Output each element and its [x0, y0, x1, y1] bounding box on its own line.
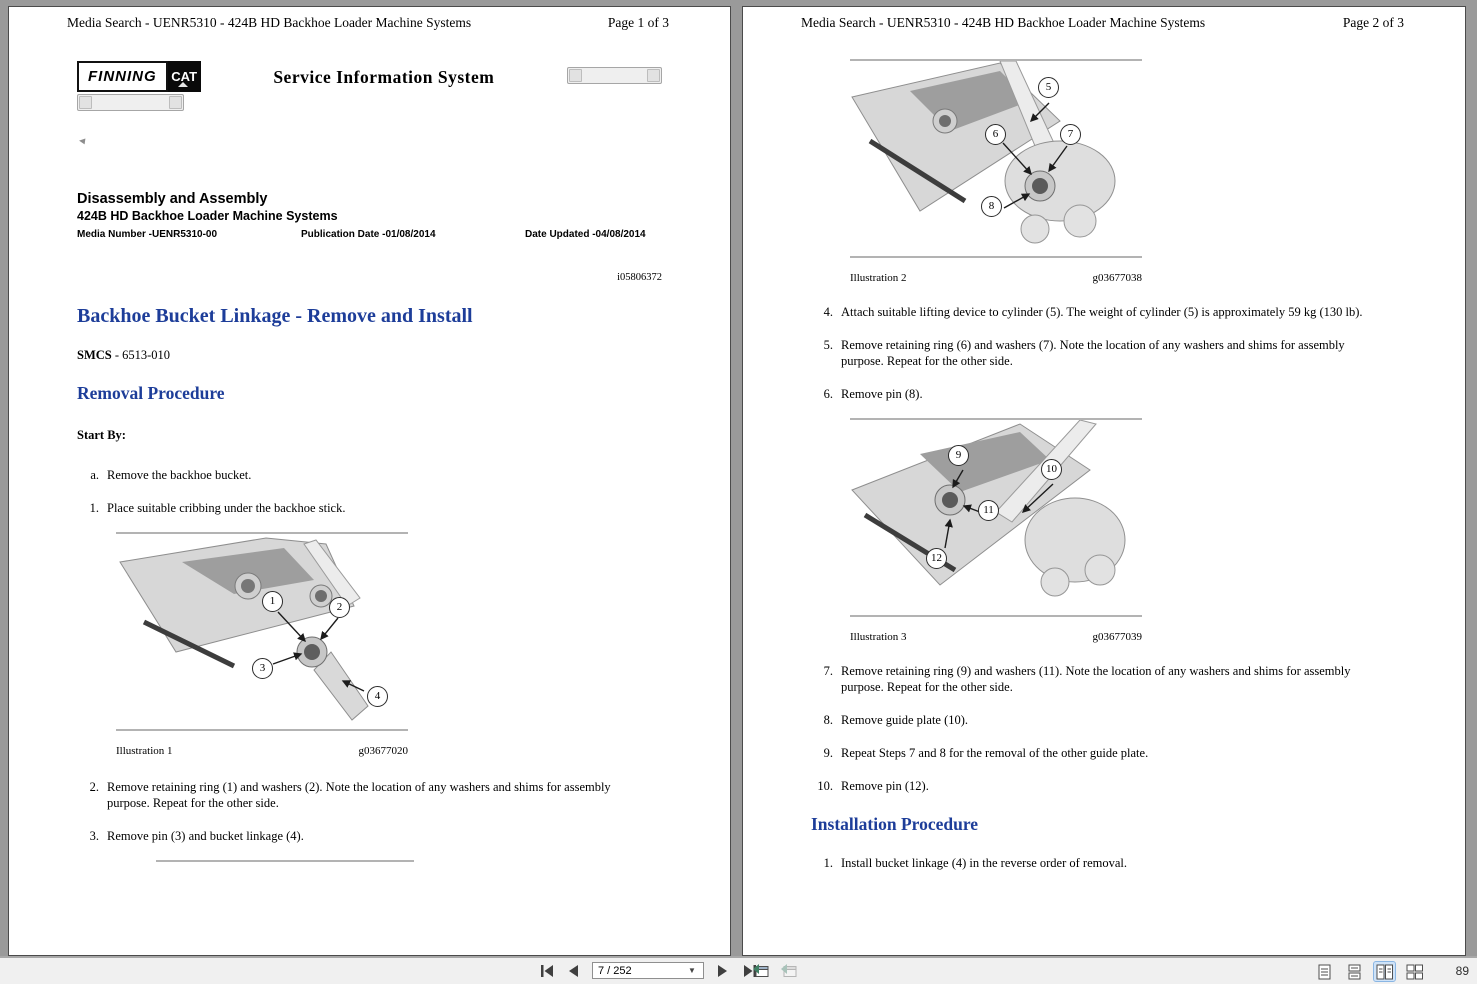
illustration-2	[850, 59, 1142, 284]
chevron-down-icon[interactable]: ▼	[688, 966, 696, 975]
installation-procedure-heading: Installation Procedure	[811, 814, 979, 834]
divider	[156, 860, 414, 862]
step-marker: 6.	[823, 387, 833, 401]
divider	[850, 256, 1142, 258]
illustration-1-image	[116, 534, 408, 729]
manual-title: 424B HD Backhoe Loader Machine Systems	[77, 209, 338, 223]
finning-cat-logo	[77, 61, 201, 92]
manual-section: Disassembly and Assembly	[77, 191, 268, 207]
pointer-icon: ◄	[76, 135, 88, 148]
media-number: Media Number -UENR5310-00	[77, 229, 218, 240]
step-text: Remove pin (3) and bucket linkage (4).	[107, 829, 304, 843]
procedure-step	[77, 500, 662, 516]
page-header	[743, 7, 1465, 31]
step-marker: 4.	[823, 305, 833, 319]
viewer-toolbar	[0, 956, 1477, 984]
callout-circle: 12	[926, 548, 947, 569]
illustration-code: g03677038	[1092, 272, 1142, 284]
previous-page-button[interactable]	[565, 962, 583, 979]
page-number-combobox[interactable]	[592, 962, 704, 979]
next-page-button[interactable]	[713, 962, 731, 979]
page-layout-buttons	[1314, 962, 1425, 981]
cat-logo: CAT	[168, 61, 201, 92]
step-marker: 9.	[823, 746, 833, 760]
page-header-title: Media Search - UENR5310 - 424B HD Backhoe Loader Machine Systems	[67, 15, 472, 30]
page-number-label: Page 2 of 3	[1342, 15, 1404, 30]
procedure-step	[811, 778, 1397, 794]
sis-title: Service Information System	[273, 67, 495, 87]
illustration-code: g03677039	[1092, 631, 1142, 643]
page-number-label: Page 1 of 3	[607, 15, 669, 30]
illustration-2-image	[850, 61, 1142, 256]
page-header	[9, 7, 730, 31]
step-marker: 3.	[89, 829, 99, 843]
illustration-1	[116, 532, 408, 757]
cat-triangle-icon	[178, 82, 188, 87]
step-marker: 5.	[823, 338, 833, 352]
divider	[850, 615, 1142, 617]
procedure-step	[77, 828, 662, 844]
step-text: Remove retaining ring (6) and washers (7). Note the location of any washers and shims for assembly purpose. Repeat for the other side.	[841, 338, 1345, 368]
disabled-dropdown[interactable]	[567, 67, 662, 84]
step-marker: 8.	[823, 713, 833, 727]
continuous-view-button[interactable]	[1344, 962, 1365, 981]
step-text: Attach suitable lifting device to cylinder (5). The weight of cylinder (5) is approximately 59 kg (130 lb).	[841, 305, 1363, 319]
callout-circle: 1	[262, 591, 283, 612]
step-text: Remove guide plate (10).	[841, 713, 969, 727]
publication-date: Publication Date -01/08/2014	[301, 229, 436, 240]
smcs-code: SMCS - 6513-010	[77, 348, 171, 362]
step-text: Remove retaining ring (9) and washers (11). Note the location of any washers and shims for assembly purpose. Repeat for the other side.	[841, 664, 1351, 694]
callout-circle: 3	[252, 658, 273, 679]
callout-circle: 11	[978, 500, 999, 521]
procedure-step	[811, 386, 1397, 402]
illustration-3-image	[850, 420, 1142, 615]
step-marker: 1.	[823, 856, 833, 870]
next-view-icon[interactable]	[780, 962, 798, 979]
date-updated: Date Updated -04/08/2014	[525, 229, 646, 240]
procedure-step	[811, 712, 1397, 728]
callout-circle: 6	[985, 124, 1006, 145]
callout-circle: 8	[981, 196, 1002, 217]
illustration-caption: Illustration 3	[850, 631, 907, 643]
procedure-step	[811, 663, 1397, 695]
callout-circle: 10	[1041, 459, 1062, 480]
previous-view-icon[interactable]	[752, 962, 770, 979]
illustration-caption: Illustration 2	[850, 272, 907, 284]
step-text: Install bucket linkage (4) in the reverse order of removal.	[841, 856, 1127, 870]
view-history-buttons	[752, 962, 798, 979]
callout-circle: 5	[1038, 77, 1059, 98]
illustration-drawing	[850, 61, 1142, 256]
illustration-drawing	[116, 534, 408, 729]
finning-logo: FINNING	[77, 61, 168, 92]
procedure-step	[811, 745, 1397, 761]
step-marker: 1.	[89, 501, 99, 515]
step-text: Remove pin (8).	[841, 387, 923, 401]
page-number-input[interactable]	[593, 964, 685, 978]
illustration-code: g03677020	[358, 745, 408, 757]
single-page-view-button[interactable]	[1314, 962, 1335, 981]
step-marker: a.	[90, 468, 99, 482]
document-title-block	[77, 191, 662, 240]
zoom-percentage[interactable]: 89	[1455, 964, 1469, 978]
two-page-continuous-view-button[interactable]	[1404, 962, 1425, 981]
document-meta	[77, 229, 662, 240]
callout-circle: 7	[1060, 124, 1081, 145]
procedure-step	[811, 337, 1397, 369]
callout-circle: 9	[948, 445, 969, 466]
page-header-title: Media Search - UENR5310 - 424B HD Backhoe Loader Machine Systems	[801, 15, 1206, 30]
start-by-label: Start By:	[77, 428, 126, 442]
document-page-2	[742, 6, 1466, 956]
step-marker: 7.	[823, 664, 833, 678]
step-marker: 2.	[89, 780, 99, 794]
step-text: Repeat Steps 7 and 8 for the removal of the other guide plate.	[841, 746, 1149, 760]
callout-circle: 4	[367, 686, 388, 707]
step-text: Place suitable cribbing under the backhoe stick.	[107, 501, 346, 515]
branding-row	[77, 61, 662, 147]
removal-procedure-heading: Removal Procedure	[77, 383, 225, 403]
step-text: Remove the backhoe bucket.	[107, 468, 252, 482]
step-text: Remove retaining ring (1) and washers (2). Note the location of any washers and shims for assembly purpose. Repeat for the other side.	[107, 780, 611, 810]
step-text: Remove pin (12).	[841, 779, 929, 793]
illustration-caption: Illustration 1	[116, 745, 173, 757]
article-title: Backhoe Bucket Linkage - Remove and Install	[77, 305, 473, 327]
illustration-3	[850, 418, 1142, 643]
procedure-step	[77, 467, 662, 483]
procedure-step	[77, 779, 662, 811]
step-marker: 10.	[817, 779, 833, 793]
callout-circle: 2	[329, 597, 350, 618]
two-page-view-button[interactable]	[1374, 962, 1395, 981]
document-page-1	[8, 6, 731, 956]
procedure-step	[811, 855, 1397, 871]
divider	[116, 729, 408, 731]
first-page-button[interactable]	[538, 962, 556, 979]
procedure-step	[811, 304, 1397, 320]
page-navigation	[538, 962, 758, 979]
document-id: i05806372	[617, 272, 662, 283]
disabled-dropdown[interactable]	[77, 94, 184, 111]
